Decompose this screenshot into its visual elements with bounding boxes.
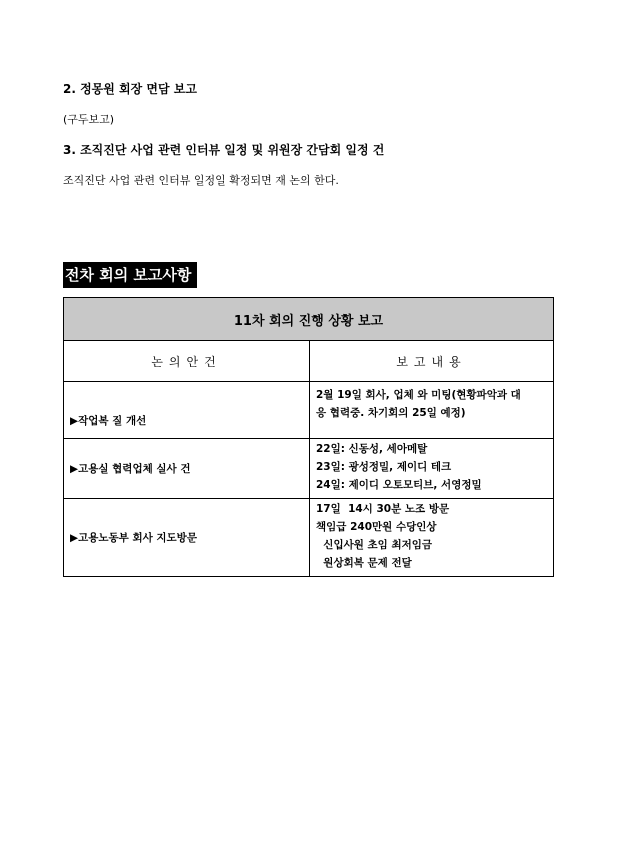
row-topic: ▶고용실 협력업체 실사 건 bbox=[64, 439, 310, 499]
table-row bbox=[64, 382, 554, 439]
table-row bbox=[64, 499, 554, 577]
column-header-content: 보고내용 bbox=[310, 341, 554, 382]
report-table bbox=[63, 297, 554, 577]
item-2-note: (구두보고) bbox=[63, 113, 115, 126]
content-line: 22일: 신동성, 세아메탈 bbox=[316, 443, 428, 455]
content-line: 23일: 광성정밀, 제이디 테크 bbox=[316, 461, 452, 473]
row-topic: ▶고용노동부 회사 지도방문 bbox=[64, 499, 310, 577]
content-line: 응 협력중. 차기회의 25일 예정) bbox=[316, 407, 466, 419]
row-content bbox=[310, 499, 554, 577]
content-line: 신입사원 초임 최저임금 bbox=[316, 539, 433, 551]
row-content bbox=[310, 439, 554, 499]
item-3-text: 조직진단 사업 관련 인터뷰 일정일 확정되면 재 논의 한다. bbox=[63, 174, 339, 187]
table-row bbox=[64, 439, 554, 499]
column-header-topic: 논의안건 bbox=[64, 341, 310, 382]
item-2-title: 2. 정몽원 회장 면담 보고 bbox=[63, 82, 197, 96]
row-content bbox=[310, 382, 554, 439]
section-title: 전차 회의 보고사항 bbox=[63, 262, 197, 288]
content-line: 24일: 제이디 오토모티브, 서영정밀 bbox=[316, 479, 482, 491]
report-table-title: 11차 회의 진행 상황 보고 bbox=[64, 298, 554, 341]
content-line: 2월 19일 회사, 업체 와 미팅(현황파악과 대 bbox=[316, 389, 521, 401]
item-3-title: 3. 조직진단 사업 관련 인터뷰 일정 및 위원장 간담회 일정 건 bbox=[63, 143, 385, 157]
content-line: 책임급 240만원 수당인상 bbox=[316, 521, 437, 533]
row-topic: ▶작업복 질 개선 bbox=[64, 382, 310, 439]
content-line: 원상회복 문제 전달 bbox=[316, 557, 412, 569]
content-line: 17일 14시 30분 노조 방문 bbox=[316, 503, 450, 515]
